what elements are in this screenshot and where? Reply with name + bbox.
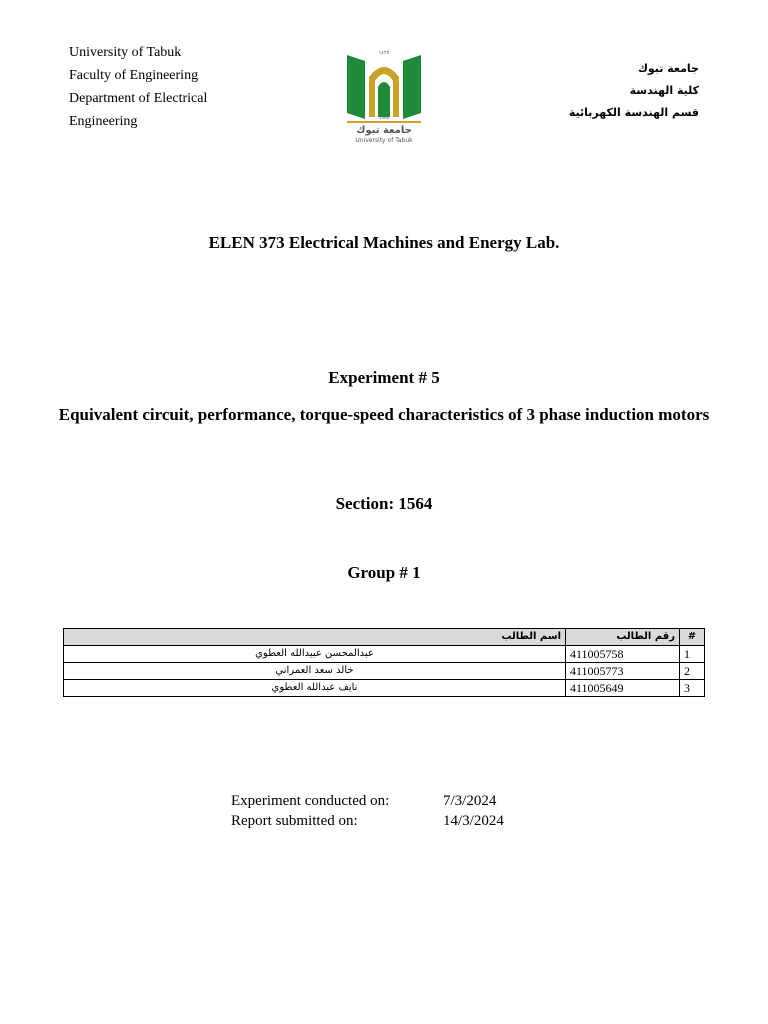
university-logo xyxy=(343,47,425,147)
university-name: University of Tabuk xyxy=(69,45,182,60)
student-id: 411005773 xyxy=(566,663,680,680)
student-name: عبدالمحسن عبيدالله العطوي xyxy=(64,646,566,663)
experiment-title: Equivalent circuit, performance, torque-speed characteristics of 3 phase induction motors xyxy=(58,405,710,424)
row-number: 1 xyxy=(680,646,705,663)
arabic-header xyxy=(569,58,699,124)
header-student-name: اسم الطالب xyxy=(64,629,566,646)
arabic-university-name: جامعة تبوك xyxy=(637,62,699,75)
faculty-name: Faculty of Engineering xyxy=(69,68,199,83)
dates-block xyxy=(231,791,504,831)
section-label: Section: 1564 xyxy=(335,494,433,513)
english-header xyxy=(69,41,207,133)
table-header-row xyxy=(64,629,705,646)
department-name: Department of Electrical xyxy=(69,91,208,106)
group-label: Group # 1 xyxy=(347,563,421,582)
students-table xyxy=(63,628,705,697)
conducted-date: 7/3/2024 xyxy=(443,793,497,809)
header-student-id: رقم الطالب xyxy=(566,629,680,646)
conducted-label: Experiment conducted on: xyxy=(231,793,390,809)
conducted-row xyxy=(231,791,504,811)
student-name: نايف عبدالله العطوي xyxy=(64,680,566,697)
row-number: 2 xyxy=(680,663,705,680)
svg-text:University of Tabuk: University of Tabuk xyxy=(355,137,413,144)
student-id: 411005758 xyxy=(566,646,680,663)
submitted-row xyxy=(231,811,504,831)
lab-title: ELEN 373 Electrical Machines and Energy Lab. xyxy=(208,233,560,252)
experiment-number: Experiment # 5 xyxy=(328,368,440,387)
row-number: 3 xyxy=(680,680,705,697)
student-id: 411005649 xyxy=(566,680,680,697)
table-row xyxy=(64,680,705,697)
svg-text:١٤٢٧: ١٤٢٧ xyxy=(378,50,390,56)
svg-text:جامعة تبوك: جامعة تبوك xyxy=(356,125,412,136)
table-row xyxy=(64,646,705,663)
arabic-faculty-name: كلية الهندسة xyxy=(629,84,699,97)
arabic-department-name: قسم الهندسة الكهربائية xyxy=(568,106,699,119)
header-number: # xyxy=(680,629,705,646)
submitted-label: Report submitted on: xyxy=(231,813,358,829)
university-logo-icon xyxy=(343,47,425,147)
student-name: خالد سعد العمراني xyxy=(64,663,566,680)
svg-text:2006: 2006 xyxy=(378,115,390,120)
table-row xyxy=(64,663,705,680)
submitted-date: 14/3/2024 xyxy=(443,813,504,829)
department-name-cont: Engineering xyxy=(69,114,138,129)
